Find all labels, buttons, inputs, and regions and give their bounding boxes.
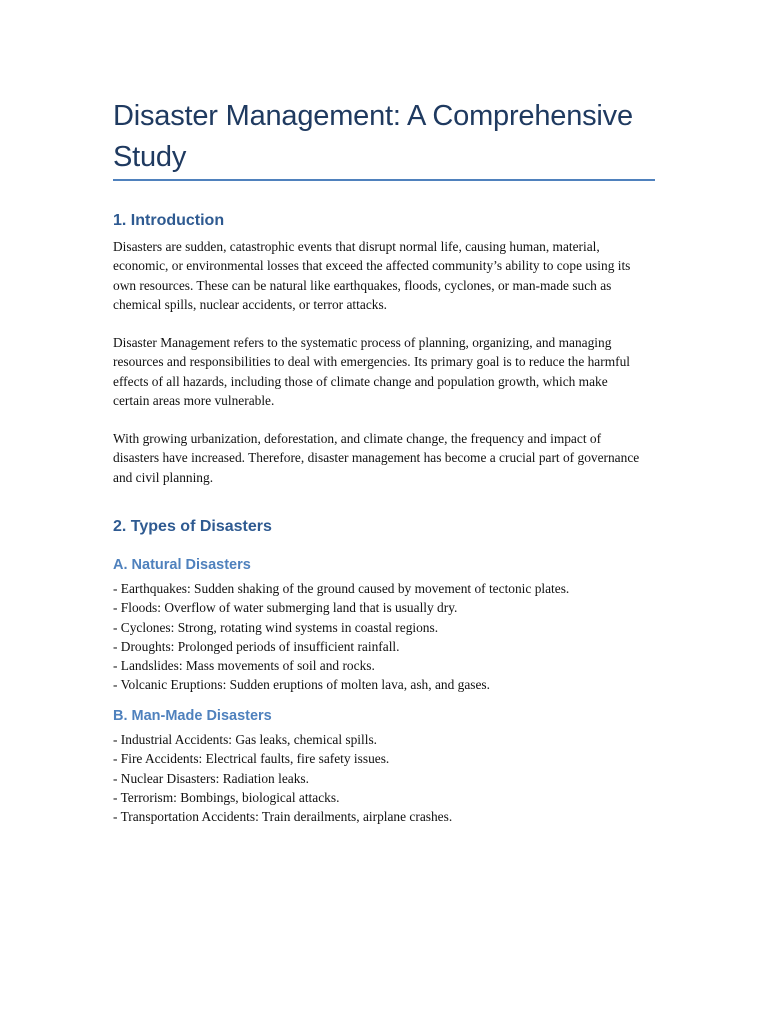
introduction-heading: 1. Introduction [113, 212, 225, 229]
list-item: - Industrial Accidents: Gas leaks, chemical spills. [113, 732, 378, 747]
list-item: - Cyclones: Strong, rotating wind systems in coastal regions. [113, 619, 439, 635]
list-item: - Terrorism: Bombings, biological attacks. [113, 789, 340, 805]
list-item: - Nuclear Disasters: Radiation leaks. [113, 770, 309, 786]
list-item: - Volcanic Eruptions: Sudden eruptions of molten lava, ash, and gases. [113, 677, 490, 693]
list-item: - Floods: Overflow of water submerging land that is usually dry. [113, 600, 458, 616]
title-underline [113, 179, 655, 181]
intro-paragraph-2: Disaster Management refers to the systematic process of planning, organizing, and managing resources and responsibilities to deal with emergencies. Its primary goal is to reduce the harmful effects of all hazards, including those of climate change and population growth, which make certain areas more vulnerable. [113, 335, 630, 408]
intro-paragraph-1: Disasters are sudden, catastrophic events that disrupt normal life, causing human, material, economic, or environmental losses that exceed the affected community’s ability to cope using its own resources. These can be natural like earthquakes, floods, cyclones, or man-made such as chemical spills, nuclear accidents, or terror attacks. [113, 239, 631, 312]
list-item: - Earthquakes: Sudden shaking of the ground caused by movement of tectonic plates. [113, 581, 570, 596]
intro-paragraph-3: With growing urbanization, deforestation, and climate change, the frequency and impact of disasters have increased. Therefore, disaster management has become a crucial part of governance and civil planning. [113, 431, 640, 485]
natural-disasters-heading: A. Natural Disasters [113, 557, 251, 573]
man-made-disasters-list [113, 730, 653, 826]
document-title: Disaster Management: A Comprehensive Study [113, 100, 633, 173]
list-item: - Fire Accidents: Electrical faults, fire safety issues. [113, 751, 390, 767]
list-item: - Transportation Accidents: Train derailments, airplane crashes. [113, 809, 453, 825]
list-item: - Landslides: Mass movements of soil and rocks. [113, 658, 375, 674]
types-of-disasters-heading: 2. Types of Disasters [113, 518, 272, 535]
list-item: - Droughts: Prolonged periods of insufficient rainfall. [113, 638, 400, 654]
natural-disasters-list [113, 579, 653, 695]
man-made-disasters-heading: B. Man-Made Disasters [113, 708, 272, 724]
